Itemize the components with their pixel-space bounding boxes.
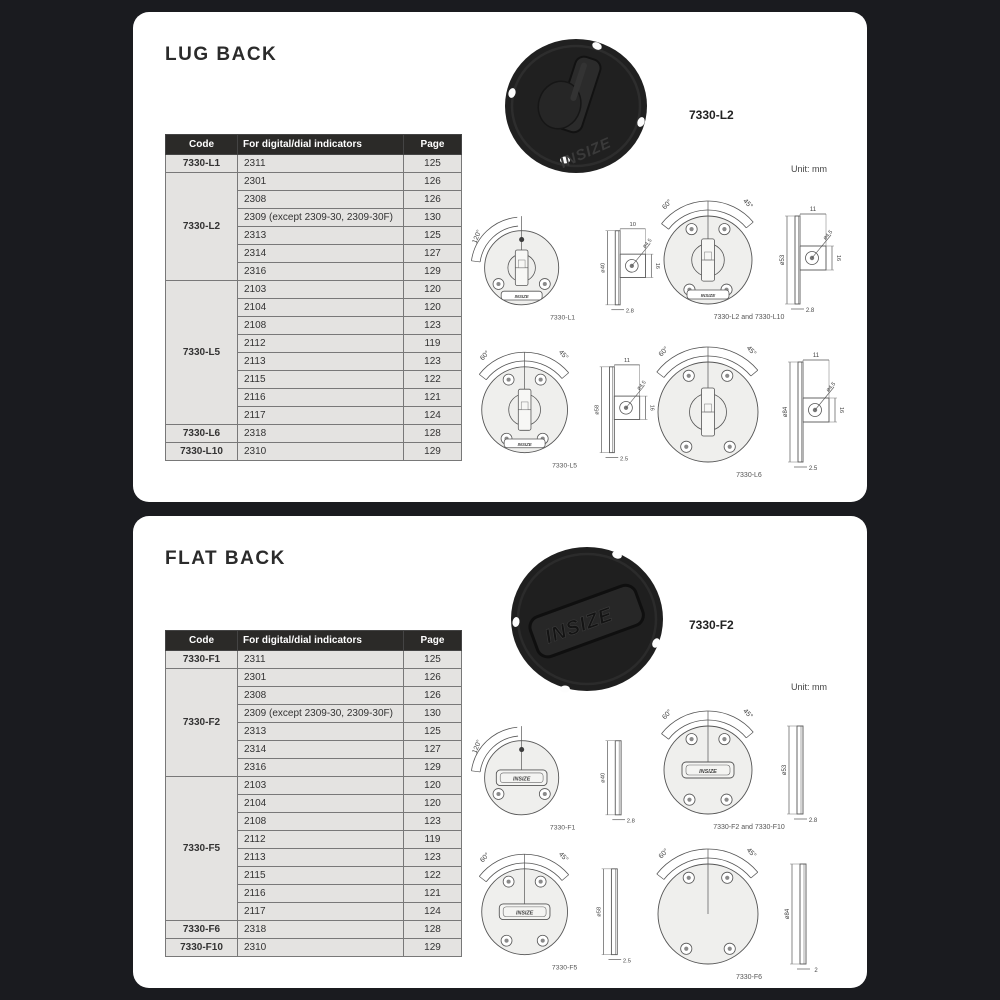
- indicator-cell: 2113: [238, 849, 404, 867]
- indicator-cell: 2314: [238, 245, 404, 263]
- embossed-logo-text: INSIZE: [542, 603, 616, 649]
- indicator-cell: 2316: [238, 759, 404, 777]
- side-plate: [797, 726, 803, 814]
- code-cell: 7330-L10: [166, 443, 238, 461]
- indicator-cell: 2310: [238, 939, 404, 957]
- diagram-label: 7330-L1: [550, 314, 576, 322]
- thickness-dimension: 2.8: [805, 308, 815, 314]
- page-cell: 127: [404, 741, 462, 759]
- thickness-dimension: 2: [814, 968, 818, 974]
- column-header: Page: [404, 631, 462, 651]
- angle-dimension: 60°: [479, 349, 492, 363]
- table-row: [166, 155, 462, 173]
- thickness-dimension: 2.8: [808, 818, 818, 824]
- code-cell: 7330-F1: [166, 651, 238, 669]
- column-header: For digital/dial indicators: [238, 135, 404, 155]
- page-cell: 126: [404, 669, 462, 687]
- page-cell: 119: [404, 335, 462, 353]
- diameter-dimension: ø53: [782, 764, 788, 776]
- technical-drawing: [471, 322, 666, 472]
- page-cell: 124: [404, 903, 462, 921]
- page-cell: 129: [404, 939, 462, 957]
- angle-dimension: 120°: [471, 738, 484, 755]
- page-cell: 121: [404, 885, 462, 903]
- product-photo-flat-back: [505, 542, 670, 697]
- thickness-dimension: 2.5: [622, 958, 632, 965]
- indicator-cell: 2311: [238, 155, 404, 173]
- diagram-label: 7330-F2 and 7330-F10: [713, 824, 785, 831]
- indicator-cell: 2310: [238, 443, 404, 461]
- indicator-cell: 2116: [238, 885, 404, 903]
- panel-lug-back: [133, 12, 867, 502]
- diagram-7330-f6: [653, 822, 853, 986]
- table-row: [166, 651, 462, 669]
- logo-plate-text: INSIZE: [515, 910, 534, 917]
- depth-dimension: 16: [835, 254, 841, 262]
- side-plate: [798, 362, 803, 462]
- indicator-cell: 2117: [238, 407, 404, 425]
- technical-drawing: [653, 680, 853, 834]
- technical-drawing: [469, 182, 664, 324]
- hole-dimension: ø4.5: [636, 379, 648, 392]
- diagram-7330-l1: [469, 182, 664, 340]
- page-cell: 121: [404, 389, 462, 407]
- technical-drawing: [653, 822, 853, 984]
- diameter-dimension: ø84: [785, 908, 791, 920]
- logo-plate-text: INSIZE: [517, 441, 532, 447]
- table-row: [166, 443, 462, 461]
- technical-drawing: [653, 170, 853, 324]
- diagram-label: 7330-F1: [549, 824, 576, 832]
- page-cell: 128: [404, 921, 462, 939]
- table-row: [166, 281, 462, 299]
- indicator-cell: 2108: [238, 317, 404, 335]
- page-cell: 124: [404, 407, 462, 425]
- indicator-cell: 2318: [238, 921, 404, 939]
- page-cell: 126: [404, 173, 462, 191]
- diagram-label: 7330-L6: [736, 472, 762, 479]
- thickness-dimension: 2.5: [620, 456, 629, 463]
- indicator-cell: 2311: [238, 651, 404, 669]
- page-cell: 126: [404, 191, 462, 209]
- indicator-cell: 2301: [238, 669, 404, 687]
- lug-back-cover-image: [491, 28, 661, 183]
- technical-drawing: [469, 692, 664, 834]
- logo-plate-text: INSIZE: [700, 293, 716, 298]
- page-cell: 122: [404, 371, 462, 389]
- technical-drawing: [471, 824, 666, 974]
- table-row: [166, 425, 462, 443]
- indicator-cell: 2108: [238, 813, 404, 831]
- code-cell: 7330-F10: [166, 939, 238, 957]
- page-cell: 120: [404, 795, 462, 813]
- panel-flat-back: [133, 516, 867, 988]
- depth-dimension: 16: [838, 406, 844, 414]
- page-cell: 125: [404, 155, 462, 173]
- column-header: Code: [166, 631, 238, 651]
- diagram-7330-l6: [653, 320, 853, 484]
- indicator-cell: 2308: [238, 687, 404, 705]
- indicator-cell: 2316: [238, 263, 404, 281]
- angle-dimension: 60°: [661, 198, 674, 212]
- page-cell: 123: [404, 317, 462, 335]
- indicator-cell: 2314: [238, 741, 404, 759]
- angle-dimension: 45°: [741, 707, 754, 721]
- width-dimension: 11: [809, 207, 817, 213]
- table-row: [166, 777, 462, 795]
- code-cell: 7330-L1: [166, 155, 238, 173]
- page-cell: 125: [404, 227, 462, 245]
- code-cell: 7330-L5: [166, 281, 238, 425]
- indicator-cell: 2309 (except 2309-30, 2309-30F): [238, 209, 404, 227]
- screw-hole-icon: [519, 237, 524, 242]
- embossed-logo-text: INSIZE: [557, 134, 615, 172]
- angle-dimension: 60°: [661, 708, 674, 722]
- code-cell: 7330-F5: [166, 777, 238, 921]
- unit-label-flat: Unit: mm: [791, 682, 827, 692]
- side-plate: [609, 367, 614, 453]
- angle-dimension: 60°: [479, 851, 492, 865]
- table-row: [166, 173, 462, 191]
- page-cell: 125: [404, 651, 462, 669]
- page-cell: 125: [404, 723, 462, 741]
- diagram-label: 7330-F5: [551, 964, 578, 972]
- logo-plate-text: INSIZE: [514, 294, 529, 300]
- indicator-cell: 2313: [238, 723, 404, 741]
- hole-dimension: ø4.5: [825, 381, 838, 394]
- table-header-row: [166, 631, 462, 651]
- page-cell: 129: [404, 759, 462, 777]
- hole-dimension: ø4.5: [822, 229, 835, 242]
- section-title-lug: LUG BACK: [165, 44, 278, 65]
- table-row: [166, 669, 462, 687]
- logo-plate-text: INSIZE: [699, 769, 717, 775]
- indicator-cell: 2103: [238, 281, 404, 299]
- angle-dimension: 60°: [657, 345, 671, 359]
- page-cell: 119: [404, 831, 462, 849]
- indicator-cell: 2308: [238, 191, 404, 209]
- angle-dimension: 45°: [744, 344, 758, 358]
- screw-hole-icon: [519, 747, 524, 752]
- depth-dimension: 16: [648, 404, 655, 411]
- spec-table-lug-back: [165, 134, 462, 461]
- diagram-7330-f5: [471, 824, 666, 984]
- code-cell: 7330-L2: [166, 173, 238, 281]
- depth-dimension: 16: [654, 262, 661, 269]
- thickness-dimension: 2.8: [626, 818, 635, 825]
- hole-dimension: ø4.5: [641, 237, 654, 250]
- technical-drawing: [653, 320, 853, 482]
- side-plate: [800, 864, 806, 964]
- width-dimension: 11: [812, 353, 820, 359]
- flat-back-cover-image: [505, 542, 670, 697]
- side-plate: [795, 216, 800, 304]
- page-cell: 120: [404, 777, 462, 795]
- diagram-7330-l5: [471, 322, 666, 482]
- diameter-dimension: ø40: [600, 772, 607, 783]
- side-plate: [611, 869, 617, 955]
- page-cell: 123: [404, 849, 462, 867]
- page-cell: 120: [404, 299, 462, 317]
- indicator-cell: 2318: [238, 425, 404, 443]
- angle-dimension: 120°: [471, 228, 484, 245]
- width-dimension: 10: [629, 221, 637, 228]
- indicator-cell: 2313: [238, 227, 404, 245]
- indicator-cell: 2112: [238, 335, 404, 353]
- diagram-label: 7330-L2 and 7330-L10: [713, 314, 785, 321]
- indicator-cell: 2116: [238, 389, 404, 407]
- angle-dimension: 60°: [657, 847, 671, 861]
- page-cell: 129: [404, 443, 462, 461]
- diameter-dimension: ø53: [780, 254, 786, 266]
- indicator-cell: 2104: [238, 795, 404, 813]
- page-cell: 123: [404, 813, 462, 831]
- page-cell: 128: [404, 425, 462, 443]
- diameter-dimension: ø40: [600, 262, 607, 273]
- thickness-dimension: 2.5: [808, 466, 818, 472]
- page-cell: 130: [404, 209, 462, 227]
- logo-plate-text: INSIZE: [513, 776, 531, 783]
- product-label-flat: 7330-F2: [689, 618, 734, 632]
- code-cell: 7330-F2: [166, 669, 238, 777]
- angle-dimension: 45°: [744, 846, 758, 860]
- product-photo-lug-back: [491, 28, 661, 183]
- indicator-cell: 2115: [238, 867, 404, 885]
- column-header: Code: [166, 135, 238, 155]
- page-cell: 126: [404, 687, 462, 705]
- page-cell: 123: [404, 353, 462, 371]
- side-plate: [615, 741, 621, 815]
- indicator-cell: 2112: [238, 831, 404, 849]
- column-header: Page: [404, 135, 462, 155]
- diameter-dimension: ø58: [594, 404, 601, 415]
- indicator-cell: 2104: [238, 299, 404, 317]
- side-plate: [615, 231, 620, 305]
- diagram-label: 7330-F6: [735, 974, 763, 981]
- indicator-cell: 2117: [238, 903, 404, 921]
- indicator-cell: 2115: [238, 371, 404, 389]
- thickness-dimension: 2.8: [625, 308, 634, 315]
- indicator-cell: 2301: [238, 173, 404, 191]
- page-cell: 122: [404, 867, 462, 885]
- column-header: For digital/dial indicators: [238, 631, 404, 651]
- table-header-row: [166, 135, 462, 155]
- angle-dimension: 45°: [557, 349, 570, 362]
- spec-table-flat-back: [165, 630, 462, 957]
- unit-label-lug: Unit: mm: [791, 164, 827, 174]
- page-cell: 130: [404, 705, 462, 723]
- diameter-dimension: ø58: [596, 906, 603, 917]
- code-cell: 7330-F6: [166, 921, 238, 939]
- code-cell: 7330-L6: [166, 425, 238, 443]
- indicator-cell: 2309 (except 2309-30, 2309-30F): [238, 705, 404, 723]
- table-row: [166, 921, 462, 939]
- section-title-flat: FLAT BACK: [165, 548, 286, 569]
- angle-dimension: 45°: [557, 851, 570, 864]
- product-label-lug: 7330-L2: [689, 108, 734, 122]
- indicator-cell: 2103: [238, 777, 404, 795]
- diagram-7330-l2-l10: [653, 170, 853, 330]
- page-cell: 127: [404, 245, 462, 263]
- diagram-label: 7330-L5: [552, 462, 578, 470]
- diagram-7330-f2-f10: [653, 680, 853, 840]
- page-cell: 120: [404, 281, 462, 299]
- page-cell: 129: [404, 263, 462, 281]
- diameter-dimension: ø84: [783, 406, 789, 418]
- angle-dimension: 45°: [741, 197, 754, 211]
- width-dimension: 11: [623, 357, 631, 364]
- table-row: [166, 939, 462, 957]
- indicator-cell: 2113: [238, 353, 404, 371]
